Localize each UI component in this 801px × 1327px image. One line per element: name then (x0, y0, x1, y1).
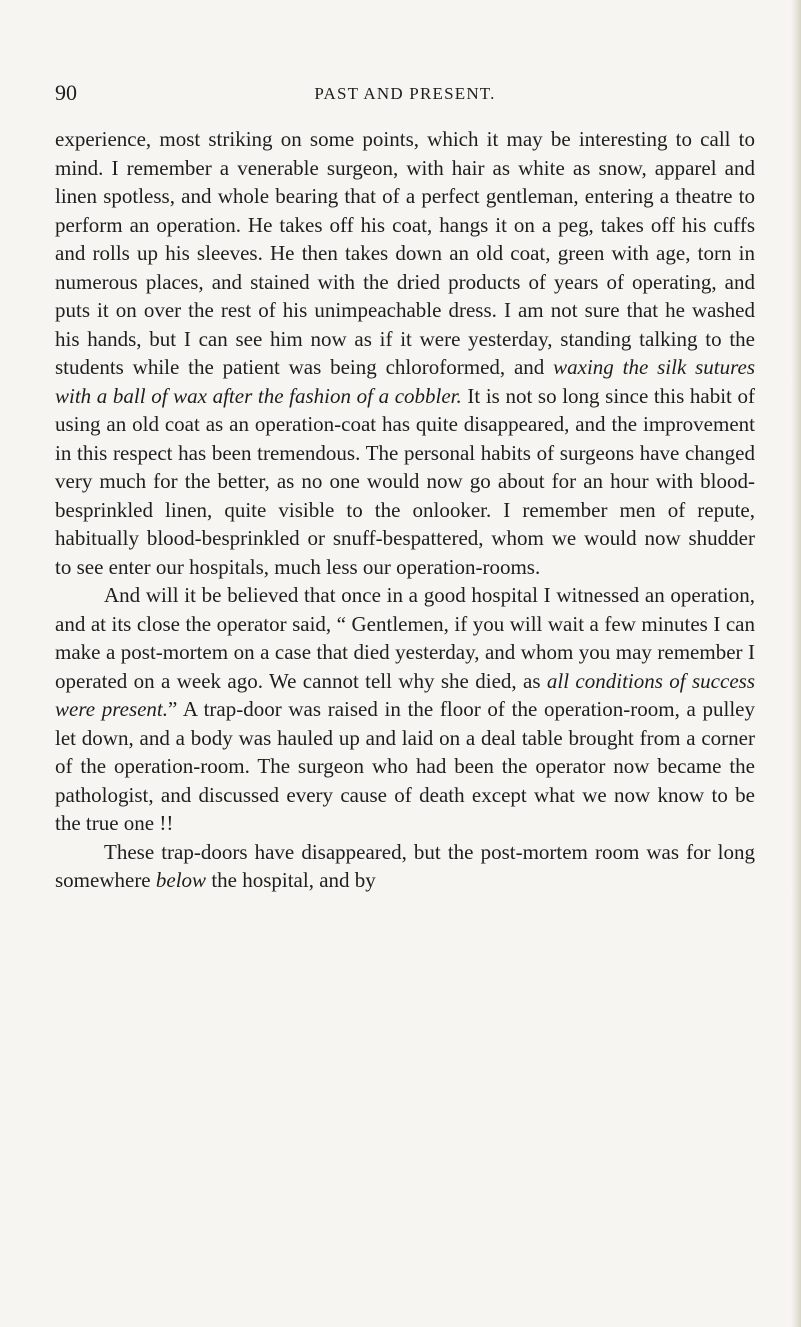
italic-segment: below (155, 868, 207, 892)
paragraph-1 (55, 125, 755, 581)
body-text (55, 125, 755, 895)
page-header (55, 80, 755, 110)
italic-segment: waxing the silk sutures with a ball of wax after the fashion of a cobbler. (55, 355, 755, 408)
paragraph-3 (55, 838, 755, 895)
text-segment: And will it be believed that once in a good hospital I witnessed an operation, and at its close the operator said, “ Gentlemen, if you will wait a few minutes I can make a post-mortem on a case that died yesterday, and whom you may remember I operated on a week ago. We cannot tell why she died, as (55, 583, 755, 693)
italic-segment: all conditions of success were present. (55, 668, 755, 721)
text-segment: experience, most striking on some points, which it may be interesting to call to mind. I remember a venerable surgeon, with hair as white as snow, apparel and linen spotless, and whole bearing that of a perfect gentleman, entering a theatre to perform an operation. He takes off his coat, hangs it on a peg, takes off his cuffs and rolls up his sleeves. He then takes down an old coat, green with age, torn in numerous places, and stained with the dried products of years of operating, and puts it on over the rest of his unimpeachable dress. I am not sure that he washed his hands, but I can see him now as if it were yesterday, standing talking to the students while the patient was being chloroformed, and (55, 127, 755, 379)
text-segment: the hospital, and by (206, 868, 376, 892)
text-segment: It is not so long since this habit of using an old coat as an operation-coat has quite disappeared, and the improvement in this respect has been tremendous. The personal habits of surgeons have changed very much for the better, as no one would now go about for an hour with blood-besprinkled linen, quite visible to the onlooker. I remember men of repute, habitually blood-besprinkled or snuff-bespattered, whom we would now shudder to see enter our hospitals, much less our operation-rooms. (55, 383, 755, 579)
page-number: 90 (55, 80, 77, 105)
text-segment: ” A trap-door was raised in the floor of the operation-room, a pulley let down, and a body was hauled up and laid on a deal table brought from a corner of the operation-room. The surgeon who had been the operator now became the pathologist, and discussed every cause of death except what we now know to be the true one !! (55, 697, 756, 835)
text-segment: These trap-doors have disappeared, but the post-mortem room was for long somewhere (55, 839, 755, 892)
running-head: PAST AND PRESENT. (314, 84, 496, 103)
page-edge (791, 0, 801, 1327)
paragraph-2 (55, 581, 755, 838)
